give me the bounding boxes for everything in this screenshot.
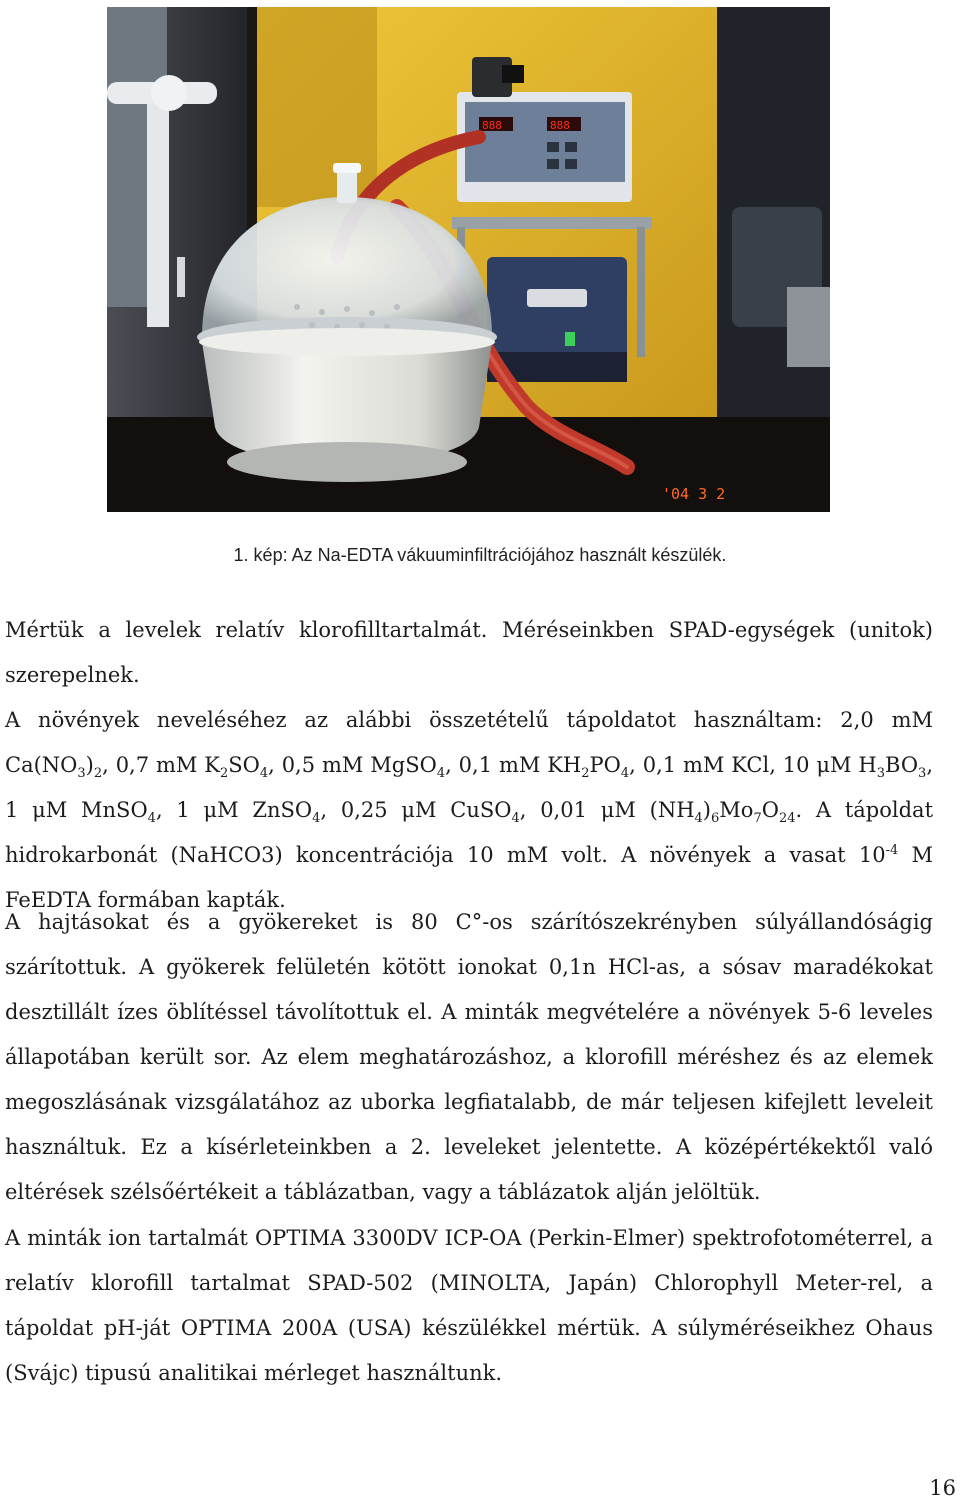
photo-date-stamp: '04 3 2 — [662, 485, 726, 503]
svg-text:888: 888 — [482, 119, 502, 132]
paragraph-text: Mértük a levelek relatív klorofilltartalmát. Méréseinkben SPAD-egységek (unitok) szerepelnek. — [5, 618, 933, 687]
formula-segment: O — [761, 798, 779, 822]
paragraph-chlorophyll — [5, 608, 933, 698]
formula-segment: 2 — [581, 766, 590, 782]
formula-segment: , 0,5 mM MgSO — [268, 753, 437, 777]
svg-text:888: 888 — [550, 119, 570, 132]
formula-segment: 4 — [259, 766, 269, 782]
formula-segment: 4 — [147, 811, 156, 827]
paragraph-text — [5, 698, 933, 923]
formula-segment: 2 — [93, 766, 103, 782]
formula-segment: , 1 μM MnSO — [5, 753, 934, 822]
formula-segment: BO — [885, 753, 919, 777]
paragraph-drying-sampling — [5, 900, 933, 1215]
formula-segment: A növények neveléséhez az alábbi összetételű tápoldatot használtam: 2,0 mM Ca(NO — [5, 708, 933, 777]
formula-segment: -4 — [885, 843, 899, 858]
formula-segment: . A tápoldat hidrokarbonát (NaHCO3) koncentrációja 10 mM volt. A növények a vasat 10 — [5, 798, 934, 867]
page-number: 16 — [929, 1476, 956, 1500]
formula-segment: , 0,7 mM K — [102, 753, 220, 777]
formula-segment: ) — [85, 753, 94, 777]
formula-segment: , 0,01 μM (NH — [519, 798, 695, 822]
formula-segment: 6 — [711, 811, 720, 827]
paragraph-nutrient-solution — [5, 698, 933, 923]
formula-segment: 3 — [918, 766, 927, 782]
apparatus-photo — [107, 7, 830, 512]
formula-segment: SO — [228, 753, 260, 777]
vacuum-infiltration-apparatus-image — [107, 7, 830, 512]
formula-segment: 3 — [77, 766, 86, 782]
formula-segment: Mo — [719, 798, 754, 822]
formula-segment: 4 — [620, 766, 630, 782]
formula-segment: M FeEDTA formában kapták. — [5, 843, 933, 912]
figure-caption: 1. kép: Az Na-EDTA vákuuminfiltrációjához használt készülék. — [233, 545, 727, 565]
paragraph-instruments — [5, 1216, 933, 1396]
formula-segment: 4 — [694, 811, 703, 827]
formula-segment: 2 — [219, 766, 229, 782]
formula-segment: 4 — [312, 811, 321, 827]
formula-segment: , 0,1 mM KCl, 10 μM H — [629, 753, 877, 777]
formula-segment: 24 — [778, 811, 796, 827]
formula-segment: 7 — [753, 811, 762, 827]
paragraph-text: A hajtásokat és a gyökereket is 80 C°-os szárítószekrényben súlyállandóságig szárítottuk. A gyökerek felületén kötött ionokat 0,1n HCl-as, a sósav maradékokat desztillált ízes öblítéssel távolítottuk el. A minták megvételére a növények 5-6 leveles állapotában került sor. Az elem meghatározáshoz, a klorofill méréshez és az elemek megoszlásának vizsgálatához az uborka legfiatalabb, de már teljesen kifejlett leveleit használtuk. Ez a kísérleteinkben a 2. leveleket jelentette. A középértékektől való eltérések szélsőértékeit a táblázatban, vagy a táblázatok alján jelöltük. — [5, 910, 933, 1204]
paragraph-text: A minták ion tartalmát OPTIMA 3300DV ICP-OA (Perkin-Elmer) spektrofotométerrel, a relatív klorofill tartalmat SPAD-502 (MINOLTA, Japán) Chlorophyll Meter-rel, a tápoldat pH-ját OPTIMA 200A (USA) készülékkel mértük. A súlyméréseikhez Ohaus (Svájc) tipusú analitikai mérleget használtunk. — [5, 1226, 933, 1385]
formula-segment: ) — [702, 798, 711, 822]
formula-segment: 4 — [436, 766, 446, 782]
formula-segment: PO — [589, 753, 621, 777]
formula-segment: 3 — [876, 766, 885, 782]
formula-segment: , 1 μM ZnSO — [155, 798, 313, 822]
formula-segment: 4 — [511, 811, 520, 827]
formula-segment: , 0,1 mM KH — [445, 753, 582, 777]
formula-segment: , 0,25 μM CuSO — [320, 798, 512, 822]
